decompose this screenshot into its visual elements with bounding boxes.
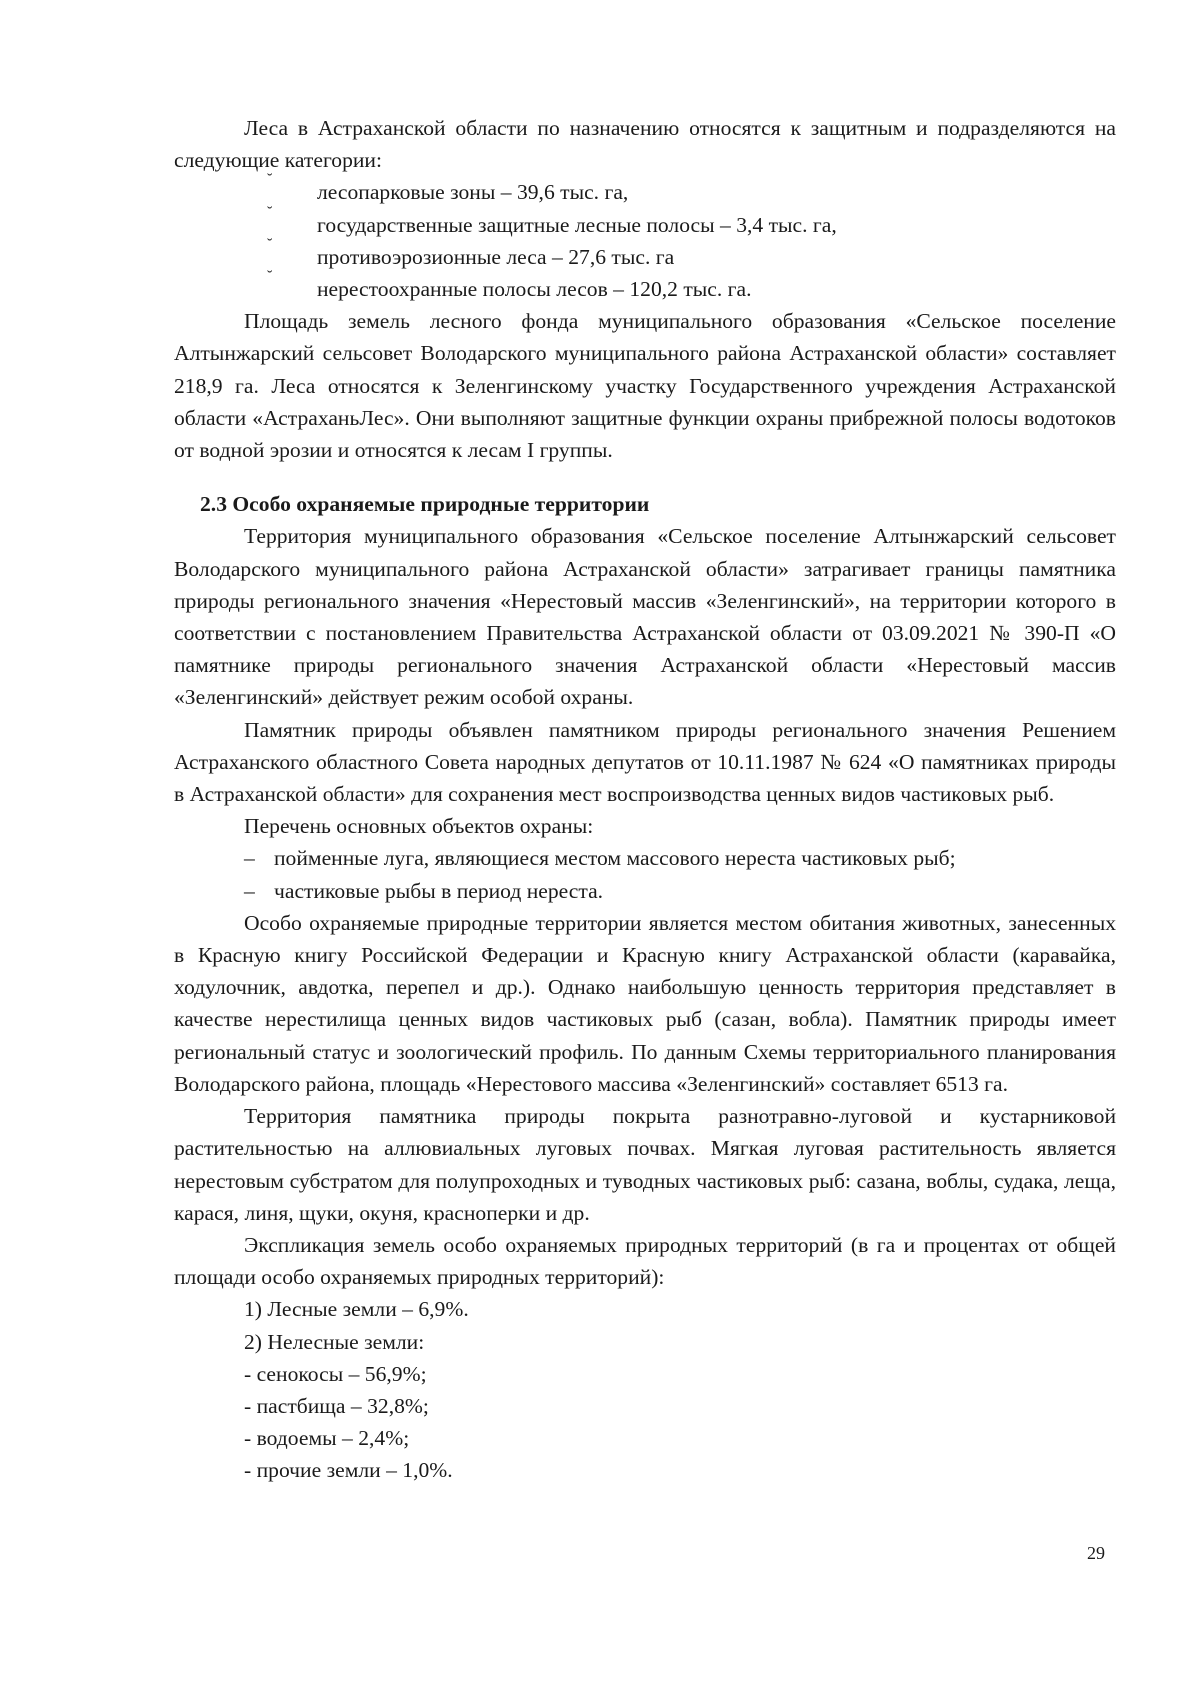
list-item: 1) Лесные земли – 6,9%. xyxy=(244,1297,469,1322)
list-item: - прочие земли – 1,0%. xyxy=(244,1458,453,1483)
monument-paragraph: Памятник природы объявлен памятником природы регионального значения Решением Астраханского областного Совета народных депутатов от 10.11.1987 № 624 «О памятниках природы в Астраханской области» для сохранения мест воспроизводства ценных видов частиковых рыб. xyxy=(174,717,1116,807)
explication-list xyxy=(174,1293,1116,1486)
document-page xyxy=(174,112,1116,1487)
list-item: 2) Нелесные земли: xyxy=(244,1329,425,1354)
forest-categories-list xyxy=(174,171,1116,305)
protection-objects-list xyxy=(174,842,1116,906)
bullet-mark: ˘ xyxy=(267,235,273,253)
list-item: ˘ государственные защитные лесные полосы – 3,4 тыс. га, xyxy=(174,209,1116,241)
forest-categories-intro: Леса в Астраханской области по назначению относятся к защитным и подразделяются на следующие категории: xyxy=(174,116,1116,173)
explication-intro: Экспликация земель особо охраняемых природных территорий (в га и процентах от общей площади особо охраняемых природных территорий): xyxy=(174,1232,1116,1290)
bullet-mark: ˘ xyxy=(267,268,273,286)
list-item: ˘ противоэрозионные леса – 27,6 тыс. га xyxy=(174,241,1116,273)
list-item: - водоемы – 2,4%; xyxy=(244,1426,410,1451)
section-heading: 2.3 Особо охраняемые природные территории xyxy=(200,492,650,517)
dash-mark: – xyxy=(244,846,255,871)
bullet-mark: ˘ xyxy=(267,203,273,221)
bullet-mark: ˘ xyxy=(267,171,273,189)
objects-intro: Перечень основных объектов охраны: xyxy=(244,814,594,839)
dash-mark: – xyxy=(244,878,255,903)
forest-fund-paragraph: Площадь земель лесного фонда муниципального образования «Сельское поселение Алтынжарский сельсовет Володарского муниципального района Астраханской области» составляет 218,9 га. Леса относятся к Зеленгинскому участку Государственного учреждения Астраханской области «АстраханьЛес». Они выполняют защитные функции охраны прибрежной полосы водотоков от водной эрозии и относятся к лесам I группы. xyxy=(174,309,1116,463)
list-item: ˘ нерестоохранные полосы лесов – 120,2 тыс. га. xyxy=(174,273,1116,305)
list-item: – пойменные луга, являющиеся местом массового нереста частиковых рыб; xyxy=(174,842,1116,874)
list-item: - сенокосы – 56,9%; xyxy=(244,1361,427,1386)
list-item: – частиковые рыбы в период нереста. xyxy=(174,875,1116,907)
list-item: ˘ лесопарковые зоны – 39,6 тыс. га, xyxy=(174,176,1116,208)
territory-paragraph: Территория муниципального образования «Сельское поселение Алтынжарский сельсовет Володарского муниципального района Астраханской области» затрагивает границы памятника природы регионального значения «Нерестовый массив «Зеленгинский», на территории которого в соответствии с постановлением Правительства Астраханской области от 03.09.2021 № 390-П «О памятнике природы регионального значения Астраханской области «Нерестовый массив «Зеленгинский» действует режим особой охраны. xyxy=(174,524,1116,710)
list-item: - пастбища – 32,8%; xyxy=(244,1393,429,1418)
page-number: 29 xyxy=(1087,1543,1105,1563)
vegetation-paragraph: Территория памятника природы покрыта разнотравно-луговой и кустарниковой растительностью на аллювиальных луговых почвах. Мягкая луговая растительность является нерестовым субстратом для полупроходных и туводных частиковых рыб: сазана, воблы, судака, леща, карася, линя, щуки, окуня, красноперки и др. xyxy=(174,1104,1116,1225)
habitat-paragraph: Особо охраняемые природные территории является местом обитания животных, занесенных в Красную книгу Российской Федерации и Красную книгу Астраханской области (каравайка, ходулочник, авдотка, перепел и др.). Однако наибольшую ценность территория представляет в качестве нерестилища ценных видов частиковых рыб (сазан, вобла). Памятник природы имеет региональный статус и зоологический профиль. По данным Схемы территориального планирования Володарского района, площадь «Нерестового массива «Зеленгинский» составляет 6513 га. xyxy=(174,910,1116,1096)
